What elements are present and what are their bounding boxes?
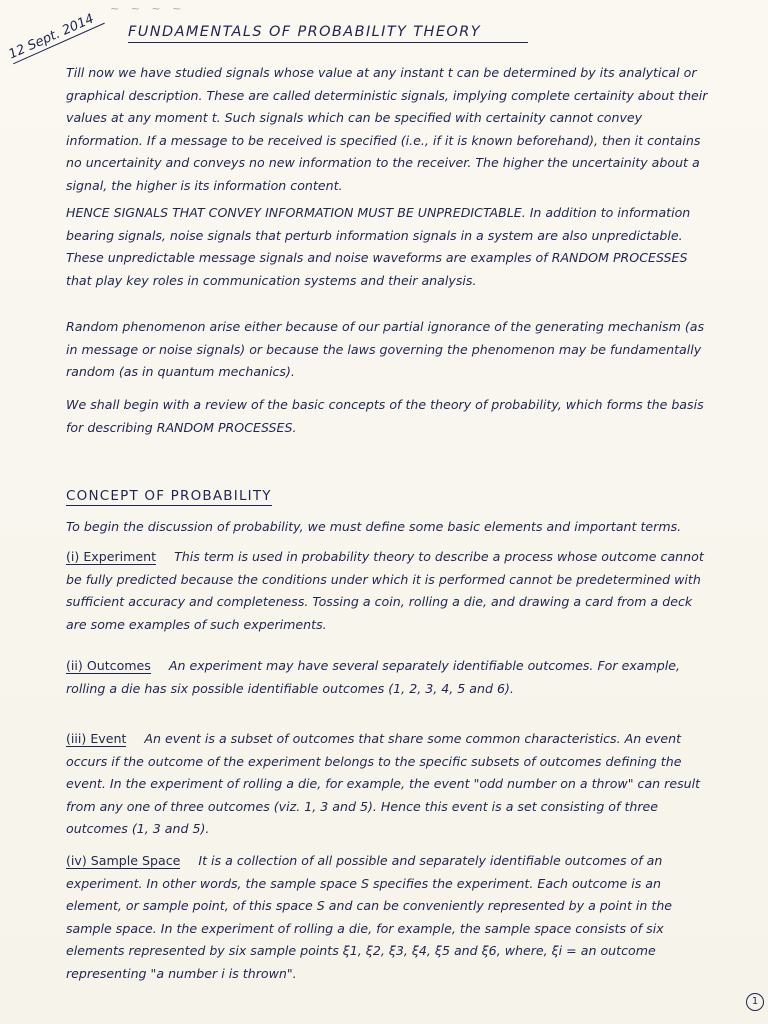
intro-paragraph-3: Random phenomenon arise either because of our partial ignorance of the generating mechanism (as in message or noise signals) or because the laws governing the phenomenon may be fundamentally random (as in quantum mechanics).	[66, 319, 705, 379]
intro-paragraph-1: Till now we have studied signals whose value at any instant t can be determined by its analytical or graphical description. These are called deterministic signals, implying complete certainity about their values at any moment t. Such signals which can be specified with certainity cannot convey information. If a message to be received is specified (i.e., if it is known beforehand), then it contains no uncertainity and conveys no new information to the receiver. The higher the uncertainity about a signal, the higher is its information content.	[66, 65, 708, 193]
section-title: CONCEPT OF PROBABILITY	[66, 488, 272, 504]
page-number: 1	[746, 993, 764, 1011]
term-event	[66, 728, 714, 841]
term-outcomes	[66, 655, 714, 700]
date-label: 12 Sept. 2014	[7, 8, 105, 64]
intro-paragraph-4: We shall begin with a review of the basic concepts of the theory of probability, which forms the basis for describing RANDOM PROCESSES.	[66, 397, 704, 435]
term-text: An experiment may have several separately identifiable outcomes. For example, rolling a die has six possible identifiable outcomes (1, 2, 3, 4, 5 and 6).	[66, 658, 680, 696]
page-title: FUNDAMENTALS OF PROBABILITY THEORY	[128, 24, 528, 43]
term-sample-space	[66, 850, 714, 985]
intro-paragraph-2: HENCE SIGNALS THAT CONVEY INFORMATION MUST BE UNPREDICTABLE. In addition to information bearing signals, noise signals that perturb information signals in a system are also unpredictable. These unpredictable message signals and noise waveforms are examples of RANDOM PROCESSES that play key roles in communication systems and their analysis.	[66, 205, 691, 288]
term-text: It is a collection of all possible and separately identifiable outcomes of an experiment. In other words, the sample space S specifies the experiment. Each outcome is an element, or sample point, of this space S and can be conveniently represented by a point in the sample space. In the experiment of rolling a die, for example, the sample space consists of six elements represented by six sample points ξ1, ξ2, ξ3, ξ4, ξ5 and ξ6, where, ξi = an outcome representing "a number i is thrown".	[66, 853, 673, 981]
term-experiment	[66, 546, 714, 636]
top-scribble: ~ ~ ~ ~	[110, 2, 186, 15]
term-text: An event is a subset of outcomes that share some common characteristics. An event occurs if the outcome of the experiment belongs to the specific subsets of outcomes defining the event. In the experiment of rolling a die, for example, the event "odd number on a throw" can result from any one of three outcomes (viz. 1, 3 and 5). Hence this event is a set consisting of three outcomes (1, 3 and 5).	[66, 731, 701, 836]
term-label: (i) Experiment	[66, 549, 157, 564]
section-intro: To begin the discussion of probability, we must define some basic elements and important terms.	[66, 519, 682, 534]
term-text: This term is used in probability theory to describe a process whose outcome cannot be fully predicted because the conditions under which it is performed cannot be predetermined with sufficient accuracy and completeness. Tossing a coin, rolling a die, and drawing a card from a deck are some examples of such experiments.	[66, 549, 704, 632]
term-label: (iii) Event	[66, 731, 127, 746]
term-label: (iv) Sample Space	[66, 853, 181, 868]
term-label: (ii) Outcomes	[66, 658, 151, 673]
